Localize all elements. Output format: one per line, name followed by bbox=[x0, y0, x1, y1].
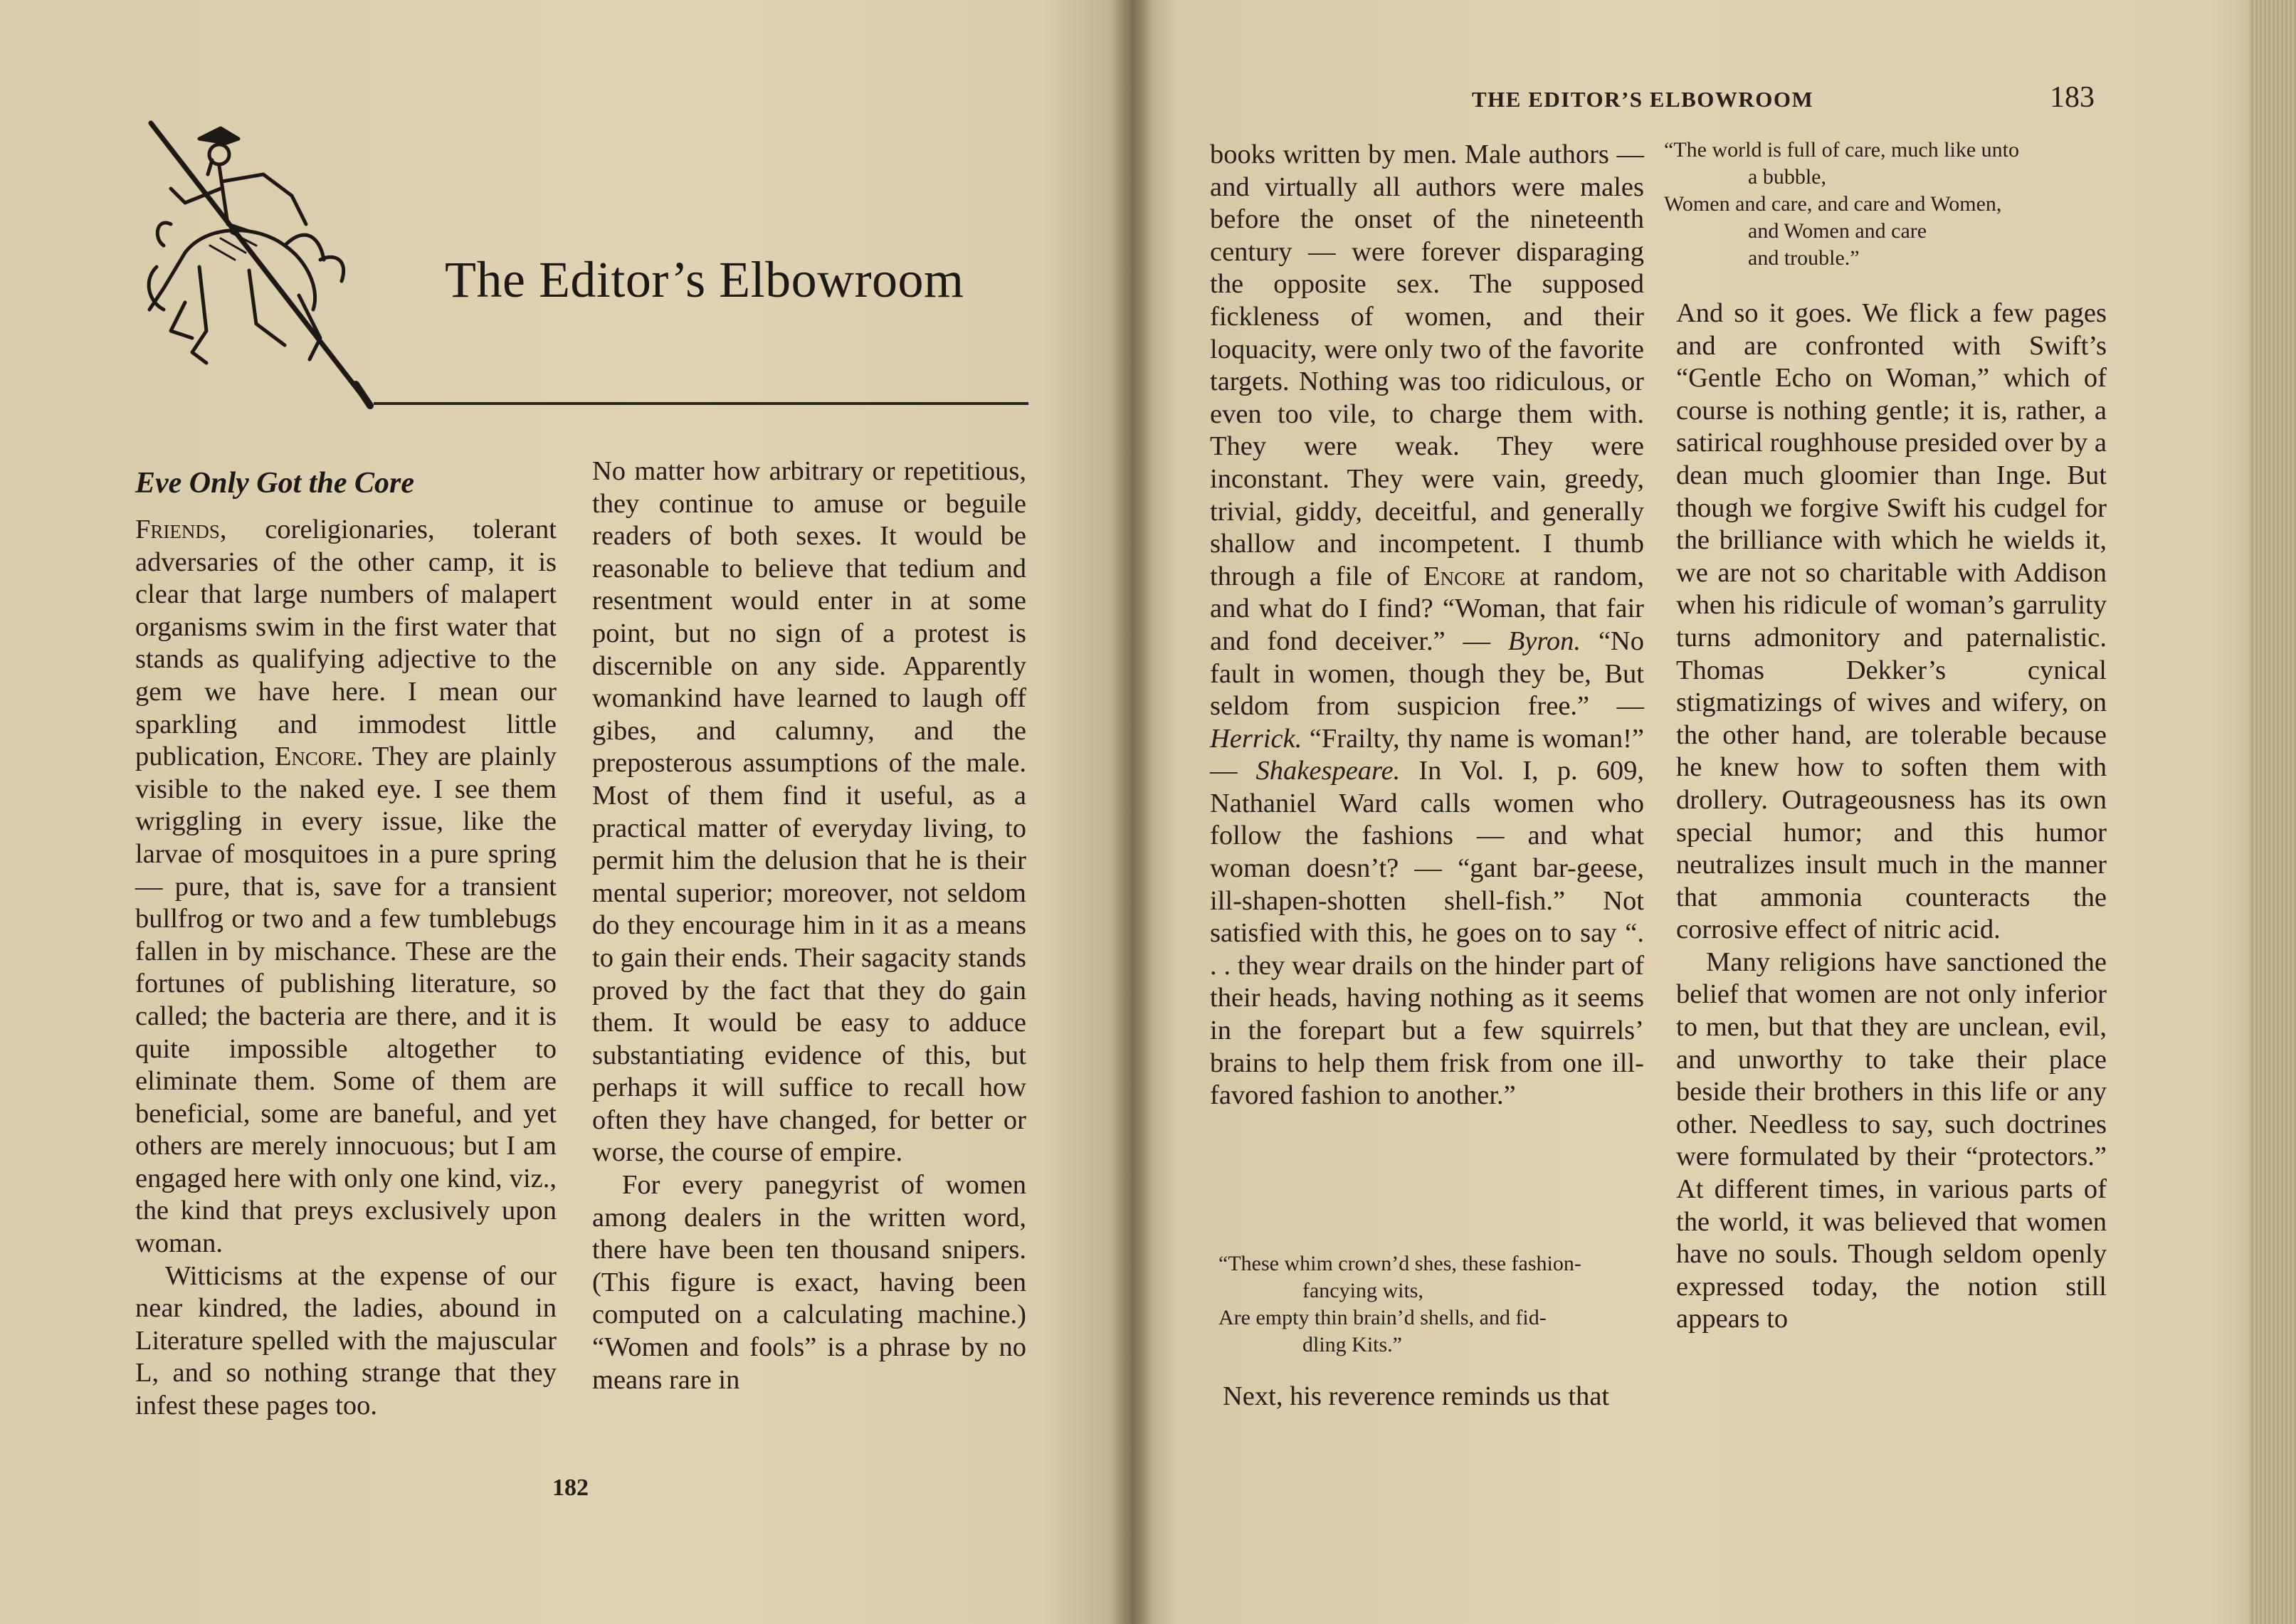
drop-word: Friends bbox=[135, 515, 220, 544]
paragraph: And so it goes. We flick a few pages and are confronted with Swift’s “Gentle Echo on Woman,” which of course is nothing gentle; it is, rather, a satirical roughhouse presided over by a dean much gloomier than Inge. But though we forgive Swift his cudgel for the brilliance with which he wields it, we are not so charitable with Addison when his ridicule of woman’s garrulity turns admonitory and paternalistic. Thomas Dekker’s cynical stigmatizings of wives and wifery, on the other hand, are tolerable because he knew how to soften them with drollery. Outrageousness has its own special humor; and this humor neutralizes insult much in the manner that ammonia counteracts the corrosive effect of nitric acid. bbox=[1676, 298, 2107, 945]
verse-text: fancying wits, bbox=[1302, 1279, 1423, 1302]
verse-text: Are empty thin brain’d shells, and fid- bbox=[1218, 1306, 1547, 1329]
page-number: 182 bbox=[552, 1475, 589, 1501]
verse-quote bbox=[1664, 137, 2119, 272]
verse-text: “The world is full of care, much like unto bbox=[1664, 138, 2020, 162]
text-run: “No fault in women, though they be, But seldom from suspicion free.” — bbox=[1210, 626, 1644, 722]
left-page bbox=[0, 0, 1132, 1624]
paragraph bbox=[135, 514, 557, 1260]
verse-line bbox=[1664, 137, 2119, 191]
gutter-shadow bbox=[1110, 0, 1153, 1624]
text-run: In Vol. I, p. 609, Nathaniel Ward calls women who follow the fashions — and what woman doesn’t? — “gant bar-geese, ill-shapen-shotten shell-fish.” Not satisfied with this, he goes on to say “. . . they wear drails on the hinder part of their heads, having nothing as it seems in the forepart but a few squirrels’ brains to help them frisk from one ill-favored fashion to another.” bbox=[1210, 756, 1645, 1111]
verse-line bbox=[1218, 1250, 1660, 1304]
paragraph: Next, his reverence reminds us that bbox=[1223, 1381, 1610, 1411]
right-column-1 bbox=[1210, 139, 1644, 1112]
paragraph: No matter how arbitrary or repetitious, they continue to amuse or beguile readers of both sexes. It would be reasonable to believe that tedium and resentment would enter in at some point, but no sign of a protest is discernible on any side. Apparently womankind have learned to laugh off gibes, and calumny, and the preposterous assumptions of the male. Most of them find it useful, as a practical matter of everyday living, to permit him the delusion that he is their mental superior; moreover, not seldom do they encourage him in it as a means to gain their ends. Their sagacity stands proved by the fact that they do gain them. It would be easy to adduce substantiating evidence of this, but perhaps it will suffice to recall how often they have changed, for better or worse, the course of empire. bbox=[592, 456, 1026, 1168]
page-edges bbox=[2249, 0, 2296, 1624]
publication-name: Encore bbox=[274, 742, 357, 772]
verse-text: “These whim crown’d shes, these fashion- bbox=[1218, 1252, 1581, 1275]
running-head: THE EDITOR’S ELBOWROOM bbox=[1472, 87, 1814, 112]
don-quixote-emblem-icon bbox=[142, 117, 377, 409]
section-heading: Eve Only Got the Core bbox=[135, 467, 414, 500]
verse-text: dling Kits.” bbox=[1302, 1333, 1402, 1356]
verse-line bbox=[1218, 1304, 1660, 1359]
verse-text: and Women and care bbox=[1748, 219, 1927, 243]
left-column-2 bbox=[592, 455, 1026, 1396]
paragraph: Many religions have sanctioned the belief that women are not only inferior to men, but that they are unclean, evil, and unworthy to take their place beside their brothers in this life or any other. Needless to say, such doctrines were formulated by their “protectors.” At different times, in various parts of the world, it was believed that women have no souls. Though seldom openly expressed today, the notion still appears to bbox=[1676, 947, 2107, 1334]
title-rule bbox=[374, 402, 1028, 405]
text-run: books written by men. Male authors — and virtually all authors were males before the onset of the nineteenth century — were forever disparaging the opposite sex. The supposed fickleness of women, and their loquacity, were only two of the favorite targets. Nothing was too ridiculous, or even too vile, to charge them with. They were weak. They were inconstant. They were vain, greedy, trivial, giddy, deceitful, and generally shallow and incompetent. I thumb through a file of bbox=[1210, 139, 1644, 591]
paragraph bbox=[1210, 139, 1644, 1112]
verse-quote bbox=[1218, 1250, 1660, 1359]
paragraph: For every panegyrist of women among dealers in the written word, there have been ten thousand snipers. (This figure is exact, having been computed on a calculating machine.) “Women and fools” is a phrase by no means rare in bbox=[592, 1170, 1026, 1395]
page-number: 183 bbox=[2050, 81, 2095, 114]
left-column-1 bbox=[135, 514, 557, 1423]
right-column-1-tail bbox=[1223, 1381, 1657, 1413]
page-title: The Editor’s Elbowroom bbox=[445, 251, 964, 308]
verse-text: a bubble, bbox=[1748, 165, 1826, 189]
attribution: Shakespeare. bbox=[1255, 756, 1401, 786]
verse-text: and trouble.” bbox=[1748, 246, 1860, 270]
paragraph: Witticisms at the expense of our near kindred, the ladies, abound in Literature spelled with the majuscular L, and so nothing strange that they infest these pages too. bbox=[135, 1260, 557, 1421]
publication-name: Encore bbox=[1423, 561, 1506, 591]
text-run: at random, and what do I find? “Woman, that fair and fond deceiver.” — bbox=[1210, 561, 1644, 656]
text-run: , coreligionaries, tolerant adversaries of the other camp, it is clear that large numbers of malapert organisms swim in the first water that stands as qualifying adjective to the gem we have here. I mean our sparkling and immodest little publication, bbox=[135, 515, 557, 772]
text-run: . They are plainly visible to the naked eye. I see them wriggling in every issue, like the larvae of mosquitoes in a pure spring — pure, that is, save for a transient bullfrog or two and a few tumblebugs fallen in by mischance. These are the fortunes of publishing literature, so called; the bacteria are there, and it is quite impossible altogether to eliminate them. Some of them are beneficial, some are baneful, and yet others are merely innocuous; but I am engaged here with only one kind, viz., the kind that preys exclusively upon woman. bbox=[135, 742, 557, 1259]
verse-text: Women and care, and care and Women, bbox=[1664, 192, 2002, 216]
attribution: Herrick. bbox=[1210, 723, 1302, 754]
attribution: Byron. bbox=[1507, 626, 1581, 656]
verse-line bbox=[1664, 191, 2119, 272]
text-run: “Frailty, thy name is woman!” — bbox=[1210, 723, 1644, 786]
right-column-2 bbox=[1676, 297, 2107, 1336]
